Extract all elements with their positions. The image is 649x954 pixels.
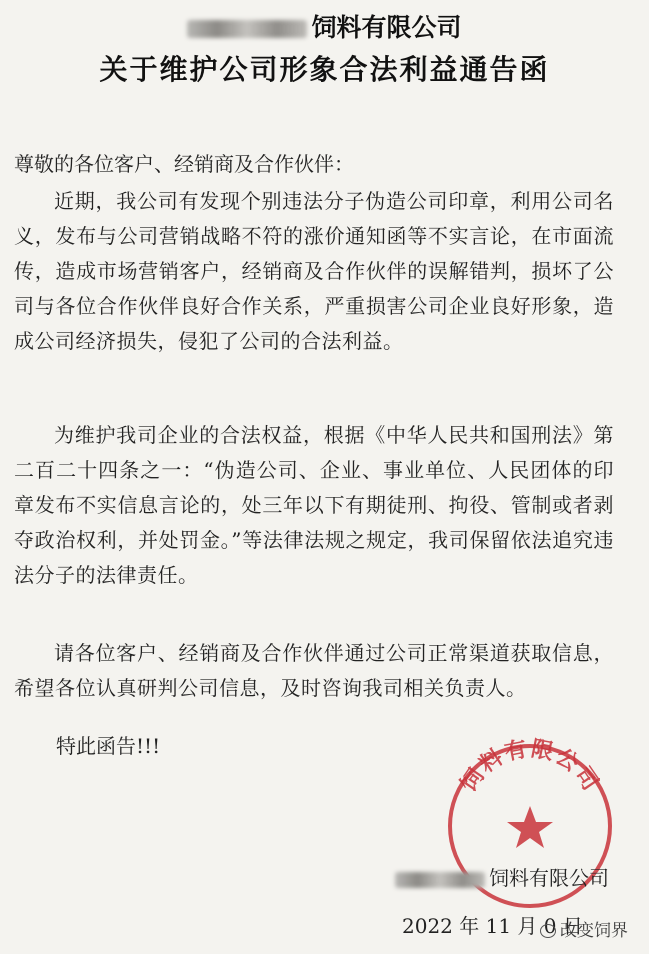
letter-date: 2022 年 11 月 0 日: [402, 914, 583, 938]
wechat-icon: [540, 924, 556, 938]
star-icon: [507, 806, 553, 848]
stamp-text: 饲料有限公司: [456, 736, 604, 797]
company-name-suffix: 饲料有限公司: [311, 13, 462, 42]
company-name-header: [0, 8, 649, 44]
closing-line: 特此函告!!!: [56, 734, 161, 758]
paragraph-1: 近期，我公司有发现个别违法分子伪造公司印章，利用公司名义，发布与公司营销战略不符的涨价通知函等不实言论，在市面流传，造成市场营销客户，经销商及合作伙伴的误解错判，损坏了公司与各位合作伙伴良好合作关系，严重损害公司企业良好形象，造成公司经济损失，侵犯了公司的合法利益。: [14, 189, 614, 353]
paragraph-3: 请各位客户、经销商及合作伙伴通过公司正常渠道获取信息，希望各位认真研判公司信息，及时咨询我司相关负责人。: [14, 641, 614, 700]
redacted-signature-name: [395, 872, 485, 888]
signature-company-suffix: 饲料有限公司: [489, 866, 609, 890]
salutation: 尊敬的各位客户、经销商及合作伙伴：: [14, 152, 354, 176]
watermark: [540, 916, 628, 941]
signature-company: [395, 862, 609, 891]
watermark-text: 改变饲界: [560, 921, 628, 941]
letter-title: 关于维护公司形象合法利益通告函: [99, 53, 550, 86]
redacted-company-name: [187, 20, 307, 38]
paragraph-2: 为维护我司企业的合法权益，根据《中华人民共和国刑法》第二百二十四条之一：“伪造公司、企业、事业单位、人民团体的印章发布不实信息言论的，处三年以下有期徒刑、拘役、管制或者剥夺政治权利，并处罚金。”等法律法规之规定，我司保留依法追究违法分子的法律责任。: [14, 423, 614, 587]
